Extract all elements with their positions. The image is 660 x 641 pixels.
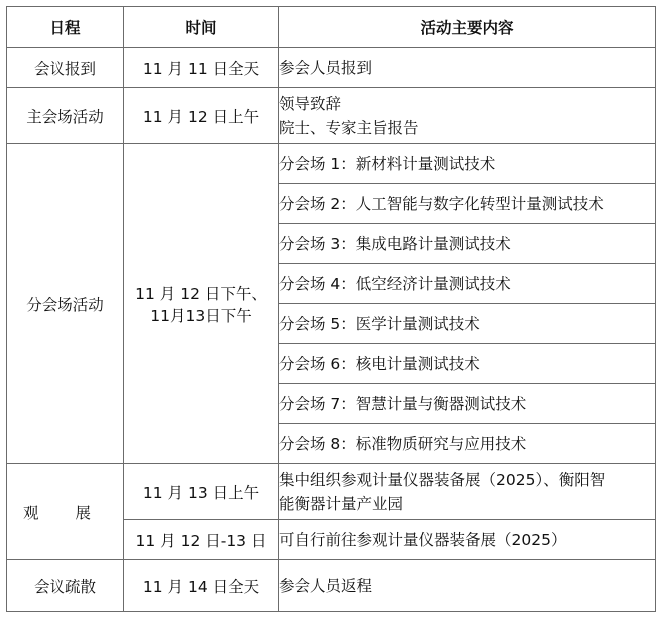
time-cell: 11 月 14 日全天 xyxy=(124,560,279,612)
table-header-row xyxy=(7,7,656,48)
time-line: 11月13日下午 xyxy=(150,306,252,325)
content-cell xyxy=(279,464,656,520)
table-row xyxy=(7,464,656,520)
header-schedule: 日程 xyxy=(7,7,124,48)
schedule-cell: 会议疏散 xyxy=(7,560,124,612)
content-cell: 分会场 3：集成电路计量测试技术 xyxy=(279,224,656,264)
table-row xyxy=(7,88,656,144)
time-line: 11 月 12 日下午、 xyxy=(135,284,267,303)
table-row xyxy=(7,48,656,88)
content-cell: 可自行前往参观计量仪器装备展（2025） xyxy=(279,520,656,560)
schedule-table xyxy=(6,6,656,612)
time-cell: 11 月 11 日全天 xyxy=(124,48,279,88)
schedule-cell: 会议报到 xyxy=(7,48,124,88)
content-cell: 分会场 8：标准物质研究与应用技术 xyxy=(279,424,656,464)
content-cell: 分会场 1：新材料计量测试技术 xyxy=(279,144,656,184)
content-line: 集中组织参观计量仪器装备展（2025）、衡阳智 xyxy=(279,470,606,489)
content-cell: 分会场 4：低空经济计量测试技术 xyxy=(279,264,656,304)
schedule-cell: 观 展 xyxy=(7,464,124,560)
table-row xyxy=(7,144,656,184)
header-content: 活动主要内容 xyxy=(279,7,656,48)
content-line: 领导致辞 xyxy=(279,94,342,113)
content-line: 能衡器计量产业园 xyxy=(279,494,404,513)
content-cell: 分会场 5：医学计量测试技术 xyxy=(279,304,656,344)
content-cell: 分会场 7：智慧计量与衡器测试技术 xyxy=(279,384,656,424)
header-time: 时间 xyxy=(124,7,279,48)
time-cell xyxy=(124,144,279,464)
time-cell: 11 月 13 日上午 xyxy=(124,464,279,520)
time-cell: 11 月 12 日上午 xyxy=(124,88,279,144)
table-row xyxy=(7,560,656,612)
content-line: 院士、专家主旨报告 xyxy=(279,118,419,137)
content-cell: 分会场 2：人工智能与数字化转型计量测试技术 xyxy=(279,184,656,224)
content-cell: 分会场 6：核电计量测试技术 xyxy=(279,344,656,384)
time-cell: 11 月 12 日-13 日 xyxy=(124,520,279,560)
content-cell: 参会人员返程 xyxy=(279,560,656,612)
content-cell xyxy=(279,88,656,144)
schedule-cell: 主会场活动 xyxy=(7,88,124,144)
content-cell: 参会人员报到 xyxy=(279,48,656,88)
schedule-cell: 分会场活动 xyxy=(7,144,124,464)
